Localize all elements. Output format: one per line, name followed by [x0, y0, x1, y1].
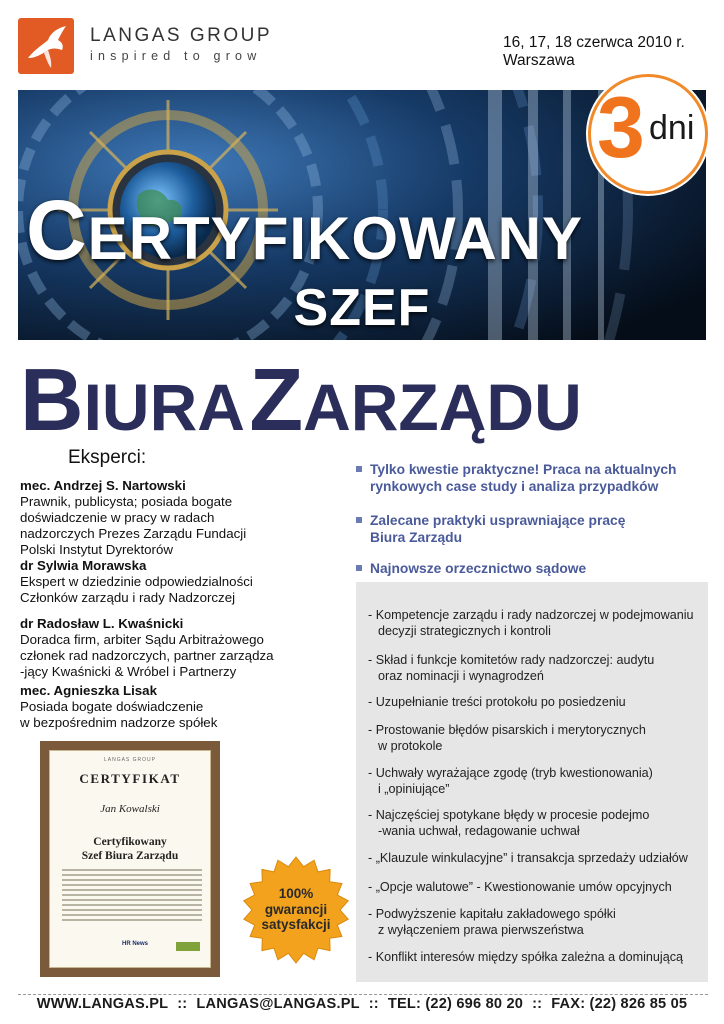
course-title-iura: IURA: [83, 370, 245, 444]
expert-name: mec. Agnieszka Lisak: [20, 683, 157, 698]
footer-separator: ::: [177, 996, 188, 1012]
square-bullet-icon: [356, 517, 362, 523]
highlight-item: [356, 461, 716, 495]
certificate-footer: [60, 941, 202, 953]
highlight-line: Zalecane praktyki usprawniające pracę: [370, 513, 626, 528]
expert-name: dr Radosław L. Kwaśnicki: [20, 616, 184, 631]
course-title-z: Z: [249, 350, 304, 449]
topic-item: [368, 694, 704, 710]
expert-bio-line: Doradca firm, arbiter Sądu Arbitrażowego: [20, 632, 264, 647]
topic-item: [368, 879, 704, 895]
certificate-paper: [49, 750, 211, 968]
certificate-course: [50, 835, 210, 863]
certificate-brand: LANGAS GROUP: [103, 757, 156, 763]
certificate-course-line: Certyfikowany: [93, 836, 167, 848]
banner-title-line2: SZEF: [293, 279, 431, 337]
email-link[interactable]: LANGAS@LANGAS.PL: [196, 996, 360, 1012]
topic-line: - Uzupełnianie treści protokołu po posiedzeniu: [368, 695, 626, 709]
days-badge-word: dni: [649, 109, 695, 147]
seal-line: 100%: [278, 886, 314, 901]
highlight-line: Biura Zarządu: [370, 530, 462, 545]
topic-item: [368, 765, 704, 797]
expert-bio-line: w bezpośrednim nadzorze spółek: [20, 715, 218, 730]
course-title-b: B: [20, 350, 84, 449]
topic-item: [368, 906, 704, 938]
days-badge-number: 3: [597, 80, 645, 176]
topic-line: - Podwyższenie kapitału zakładowego spółki: [368, 907, 616, 921]
fax-number: FAX: (22) 826 85 05: [551, 996, 688, 1012]
expert-bio-line: Ekspert w dziedzinie odpowiedzialności: [20, 574, 253, 589]
expert-bio-line: Posiada bogate doświadczenie: [20, 699, 204, 714]
topic-line: i „opiniujące”: [378, 782, 450, 796]
topic-line: decyzji strategicznych i kontroli: [378, 624, 551, 638]
topic-line: z wyłączeniem prawa pierwszeństwa: [378, 923, 584, 937]
topic-line: - Konflikt interesów między spółka zależna a dominującą: [368, 950, 683, 964]
expert-name: mec. Andrzej S. Nartowski: [20, 478, 186, 493]
footer-separator: ::: [532, 996, 543, 1012]
expert-bio-line: -jący Kwaśnicki & Wróbel i Partnerzy: [20, 664, 237, 679]
expert-bio-line: Polski Instytut Dyrektorów: [20, 542, 173, 557]
event-city: Warszawa: [503, 52, 575, 69]
topic-item: [368, 850, 704, 866]
seal-line: satysfakcji: [261, 917, 331, 932]
expert-name: dr Sylwia Morawska: [20, 558, 147, 573]
expert-item: [20, 558, 320, 606]
expert-bio-line: Członków zarządu i rady Nadzorczej: [20, 590, 236, 605]
footer-contacts: [0, 996, 724, 1012]
topic-line: w protokole: [378, 739, 443, 753]
banner-title-rest: ERTYFIKOWANY: [87, 205, 584, 272]
seal-line: gwarancji: [264, 901, 328, 917]
topic-item: [368, 722, 704, 754]
expert-bio-line: nadzorczych Prezes Zarządu Fundacji: [20, 526, 247, 541]
highlight-line: Najnowsze orzecznictwo sądowe: [370, 561, 587, 576]
topic-item: [368, 949, 704, 965]
expert-bio-line: doświadczenie w pracy w radach: [20, 510, 215, 525]
topic-line: - „Klauzule winkulacyjne” i transakcja sprzedaży udziałów: [368, 851, 688, 865]
certificate-sponsor-logo: HR News: [122, 941, 149, 947]
certificate-partner-logo: [176, 942, 200, 951]
topic-line: -wania uchwał, redagowanie uchwał: [378, 824, 580, 838]
certificate-image: [40, 741, 220, 977]
highlight-line: Tylko kwestie praktyczne! Praca na aktualnych: [370, 462, 677, 477]
topic-item: [368, 607, 704, 639]
phone-number: TEL: (22) 696 80 20: [387, 996, 524, 1012]
course-title-arzadu: ARZĄDU: [303, 370, 582, 444]
website-link[interactable]: WWW.LANGAS.PL: [36, 996, 169, 1012]
topic-item: [368, 652, 704, 684]
highlight-item: [356, 512, 716, 546]
expert-item: [20, 683, 320, 731]
company-logo: [18, 18, 74, 74]
topic-line: - Prostowanie błędów pisarskich i merytorycznych: [368, 723, 646, 737]
expert-item: [20, 478, 320, 558]
banner-title-initial: C: [26, 183, 88, 277]
topics-box: [356, 582, 708, 982]
guarantee-seal: [242, 856, 350, 964]
certificate-title: CERTYFIKAT: [79, 771, 181, 786]
topic-line: - Kompetencje zarządu i rady nadzorczej w podejmowaniu: [368, 608, 694, 622]
event-dates: 16, 17, 18 czerwca 2010 r.: [503, 34, 685, 51]
seal-text: [242, 886, 350, 933]
certificate-course-line: Szef Biura Zarządu: [81, 850, 179, 862]
bird-logo-icon: [18, 18, 74, 74]
expert-item: [20, 616, 320, 680]
topic-item: [368, 807, 704, 839]
highlight-item: [356, 560, 716, 577]
certificate-fine-print: [62, 869, 202, 924]
highlight-line: rynkowych case study i analiza przypadków: [370, 479, 659, 494]
certificate-person: Jan Kowalski: [100, 803, 160, 815]
topic-line: - Najczęściej spotykane błędy w procesie podejmo: [368, 808, 650, 822]
square-bullet-icon: [356, 565, 362, 571]
footer-divider: [18, 994, 708, 995]
banner-title-line1: [26, 182, 583, 279]
expert-bio-line: Prawnik, publicysta; posiada bogate: [20, 494, 233, 509]
company-name: LANGAS GROUP: [90, 25, 273, 46]
expert-bio-line: członek rad nadzorczych, partner zarządza: [20, 648, 274, 663]
topic-line: oraz nominacji i wynagrodzeń: [378, 669, 544, 683]
square-bullet-icon: [356, 466, 362, 472]
topic-line: - „Opcje walutowe” - Kwestionowanie umów opcyjnych: [368, 880, 672, 894]
topic-line: - Skład i funkcje komitetów rady nadzorczej: audytu: [368, 653, 655, 667]
footer-separator: ::: [368, 996, 379, 1012]
experts-heading: Eksperci:: [68, 447, 147, 468]
company-tagline: inspired to grow: [90, 49, 262, 63]
topic-line: - Uchwały wyrażające zgodę (tryb kwestionowania): [368, 766, 653, 780]
